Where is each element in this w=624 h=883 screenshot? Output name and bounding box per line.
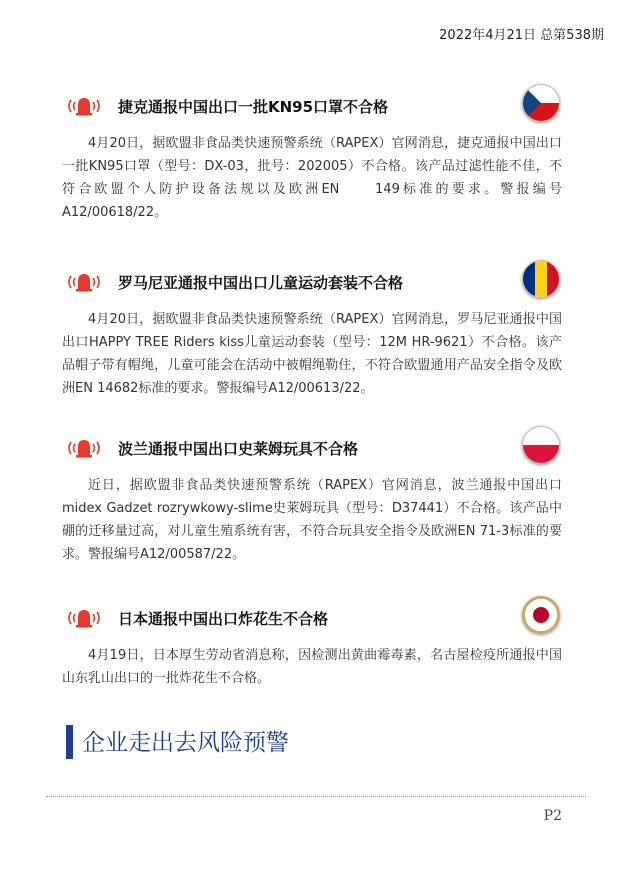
- news-body: 近日，据欧盟非食品类快速预警系统（RAPEX）官网消息，波兰通报中国出口midex Gadzet rozrywkowy-slime史莱姆玩具（型号：D37441）不合格。该产品中硼的迁移量过高，对儿童生殖系统有害，不符合玩具安全指令及欧洲EN 71-3标准的要求。警报编号A12/00587/22。: [62, 478, 562, 562]
- page-number: P2: [543, 808, 562, 824]
- news-item-poland: [62, 430, 562, 566]
- footer-divider: [46, 796, 586, 797]
- section-accent-bar: [66, 725, 73, 759]
- news-title: 罗马尼亚通报中国出口儿童运动套装不合格: [118, 274, 404, 292]
- news-item-czech: [62, 88, 562, 224]
- alarm-bell-icon: [66, 436, 102, 460]
- news-item-romania: [62, 264, 562, 400]
- alarm-bell-icon: [66, 606, 102, 630]
- romania-flag-icon: [522, 260, 560, 298]
- news-title: 捷克通报中国出口一批KN95口罩不合格: [118, 98, 389, 116]
- news-title: 日本通报中国出口炸花生不合格: [118, 610, 329, 628]
- news-body: 4月19日，日本厚生劳动省消息称，因检测出黄曲霉毒素，名古屋检疫所通报中国山东乳山出口的一批炸花生不合格。: [62, 648, 562, 686]
- alarm-bell-icon: [66, 270, 102, 294]
- news-body: 4月20日，据欧盟非食品类快速预警系统（RAPEX）官网消息，罗马尼亚通报中国出口HAPPY TREE Riders kiss儿童运动套装（型号：12M HR-9621）不合格。该产品帽子带有帽绳，儿童可能会在活动中被帽绳勒住，不符合欧盟通用产品安全指令及欧洲EN 14682标准的要求。警报编号A12/00613/22。: [62, 312, 562, 396]
- japan-flag-icon: [522, 596, 560, 634]
- news-body: 4月20日，据欧盟非食品类快速预警系统（RAPEX）官网消息，捷克通报中国出口一批KN95口罩（型号：DX-03，批号：202005）不合格。该产品过滤性能不佳，不符合欧盟个人防护设备法规以及欧洲EN 149标准的要求。警报编号A12/00618/22。: [62, 136, 562, 220]
- issue-date: 2022年4月21日 总第538期: [439, 28, 604, 43]
- poland-flag-icon: [522, 426, 560, 464]
- alarm-bell-icon: [66, 94, 102, 118]
- news-item-japan: [62, 600, 562, 690]
- section-title: 企业走出去风险预警: [82, 730, 289, 756]
- news-title: 波兰通报中国出口史莱姆玩具不合格: [118, 440, 359, 458]
- czech-flag-icon: [522, 84, 560, 122]
